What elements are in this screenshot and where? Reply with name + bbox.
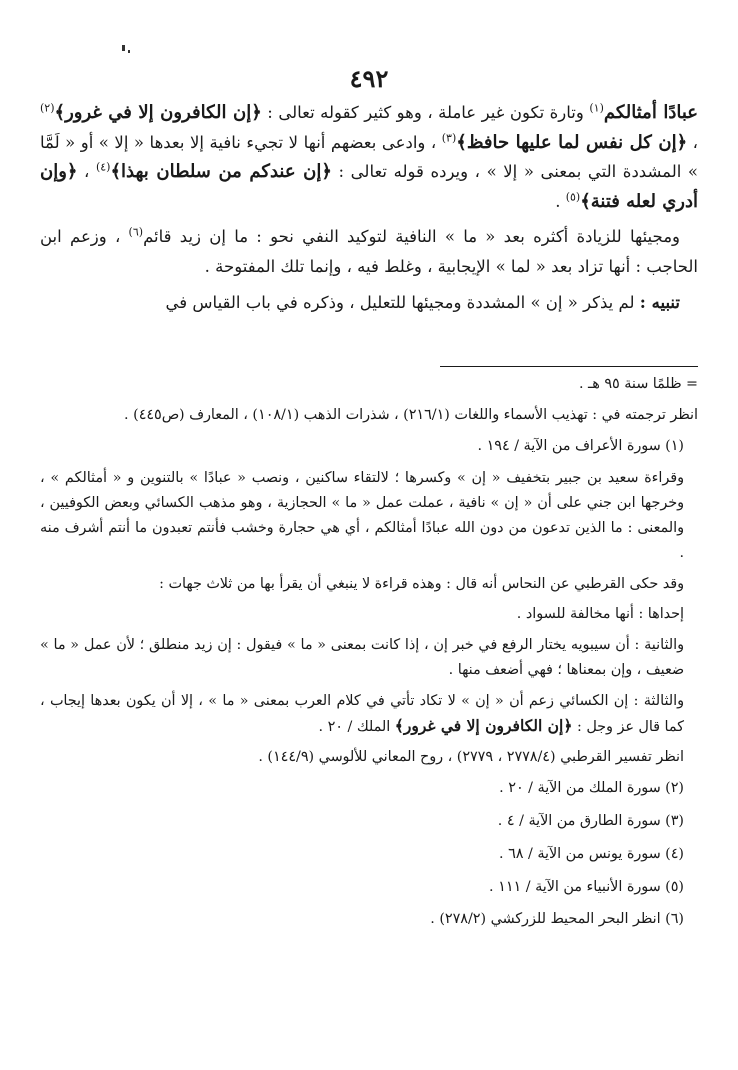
footnote-ref[interactable]: (٥) bbox=[565, 190, 581, 204]
paragraph-3 bbox=[40, 288, 698, 318]
footnote-ref[interactable]: (٢) bbox=[40, 101, 55, 115]
footnote-3: (٣) سورة الطارق من الآية / ٤ . bbox=[497, 812, 684, 829]
text-run: ، bbox=[77, 162, 96, 182]
quran-verse: ﴿إن عندكم من سلطان بهذا﴾ bbox=[110, 161, 332, 183]
scan-speck bbox=[122, 45, 125, 51]
quran-verse: عبادًا أمثالكم bbox=[603, 102, 698, 123]
text-run: ، وزعم ابن الحاجب : أنها تزاد بعد « لما » الإيجابية ، وغلط فيه ، وإنما تلك المفتوحة . bbox=[40, 227, 698, 276]
footnote-continuation: = ظلمًا سنة ٩٥ هـ . bbox=[578, 376, 698, 392]
footnote-1-text: إحداها : أنها مخالفة للسواد . bbox=[516, 606, 684, 623]
footnote-2: (٢) سورة الملك من الآية / ٢٠ . bbox=[499, 780, 684, 797]
quran-verse: ﴿إن الكافرون إلا في غرور﴾ bbox=[394, 715, 573, 735]
quran-verse: ﴿وإن أدري لعله فتنة﴾ bbox=[40, 161, 698, 212]
footnote-1: (١) سورة الأعراف من الآية / ١٩٤ . bbox=[477, 437, 684, 454]
footnote-6: (٦) انظر البحر المحيط للزركشي (٢٧٨/٢) . bbox=[430, 911, 684, 928]
text-run: . bbox=[555, 191, 566, 211]
footnote-4: (٤) سورة يونس من الآية / ٦٨ . bbox=[498, 845, 684, 862]
text-run: وتارة تكون غير عاملة ، وهو كثير كقوله تعالى : bbox=[261, 103, 590, 122]
text-run: ، وادعى بعضهم أنها لا تجيء نافية إلا بعدها « إلا » أو « لَمَّا » المشددة التي بمعنى « إلا » ، ويرده قوله تعالى : bbox=[40, 132, 698, 182]
footnote-ref[interactable]: (٣) bbox=[441, 131, 457, 145]
main-text bbox=[40, 98, 698, 323]
footnote-1-text bbox=[40, 689, 698, 740]
footnote-1-text: وقد حكى القرطبي عن النحاس أنه قال : وهذه قراءة لا ينبغي أن يقرأ بها من ثلاث جهات : bbox=[159, 575, 684, 592]
paragraph-1 bbox=[40, 98, 698, 216]
text-run: ، bbox=[687, 132, 699, 152]
text-run: ومجيئها للزيادة أكثره بعد « ما » النافية لتوكيد النفي نحو : ما إن زيد قائم bbox=[143, 227, 680, 247]
page-number: ٤٩٢ bbox=[349, 64, 389, 93]
text-run: الملك / ٢٠ . bbox=[318, 718, 395, 735]
text-run: لم يذكر « إن » المشددة ومجيئها للتعليل ، وذكره في باب القياس في bbox=[165, 292, 640, 312]
footnote-5: (٥) سورة الأنبياء من الآية / ١١١ . bbox=[489, 878, 684, 895]
text-run: والثالثة : إن الكسائي زعم أن « إن » لا تكاد تأتي في كلام العرب بمعنى « ما » ، إلا أن يكون بعدها إيجاب ، كما قال عز وجل : bbox=[40, 692, 684, 735]
footnote-1-text: وقراءة سعيد بن جبير بتخفيف « إن » وكسرها ؛ لالتقاء ساكنين ، ونصب « عبادًا » بالتنوين و « أمثالكم » ، وخرجها ابن جني على أن « إن » نافية ، عملت عمل « ما » الحجازية ، وهو مذهب الكسائي وبعض الكوفيين ، والمعنى : ما الذين تدعون من دون الله عبادًا أمثالكم ، أي هي حجارة وخشب فأنتم تعبدون ما أنتم أشرف منه . bbox=[40, 470, 684, 561]
note-label: تنبيه : bbox=[639, 292, 680, 312]
footnote-reference: انظر ترجمته في : تهذيب الأسماء واللغات (٢١٦/١) ، شذرات الذهب (١٠٨/١) ، المعارف (ص٤٤٥) . bbox=[124, 406, 698, 423]
footnote-1-text: والثانية : أن سيبويه يختار الرفع في خبر إن ، إذا كانت بمعنى « ما » فيقول : إن زيد منطلق ؛ لأن عمل « ما » ضعيف ، وإن بمعناها ؛ فهي أضعف منها . bbox=[40, 637, 684, 678]
quran-verse: ﴿إن كل نفس لما عليها حافظ﴾ bbox=[456, 131, 688, 153]
quran-verse: ﴿إن الكافرون إلا في غرور﴾ bbox=[54, 102, 262, 123]
footnote-ref[interactable]: (٦) bbox=[128, 225, 144, 239]
scan-speck bbox=[128, 50, 130, 53]
footnote-separator bbox=[440, 366, 698, 367]
footnote-ref[interactable]: (٤) bbox=[95, 160, 111, 174]
footnote-1-text: انظر تفسير القرطبي (٢٧٧٨/٤ ، ٢٧٧٩) ، روح المعاني للألوسي (١٤٤/٩) . bbox=[258, 749, 684, 766]
footnote-ref[interactable]: (١) bbox=[589, 101, 604, 115]
footnotes bbox=[40, 372, 698, 940]
paragraph-2 bbox=[40, 222, 698, 281]
